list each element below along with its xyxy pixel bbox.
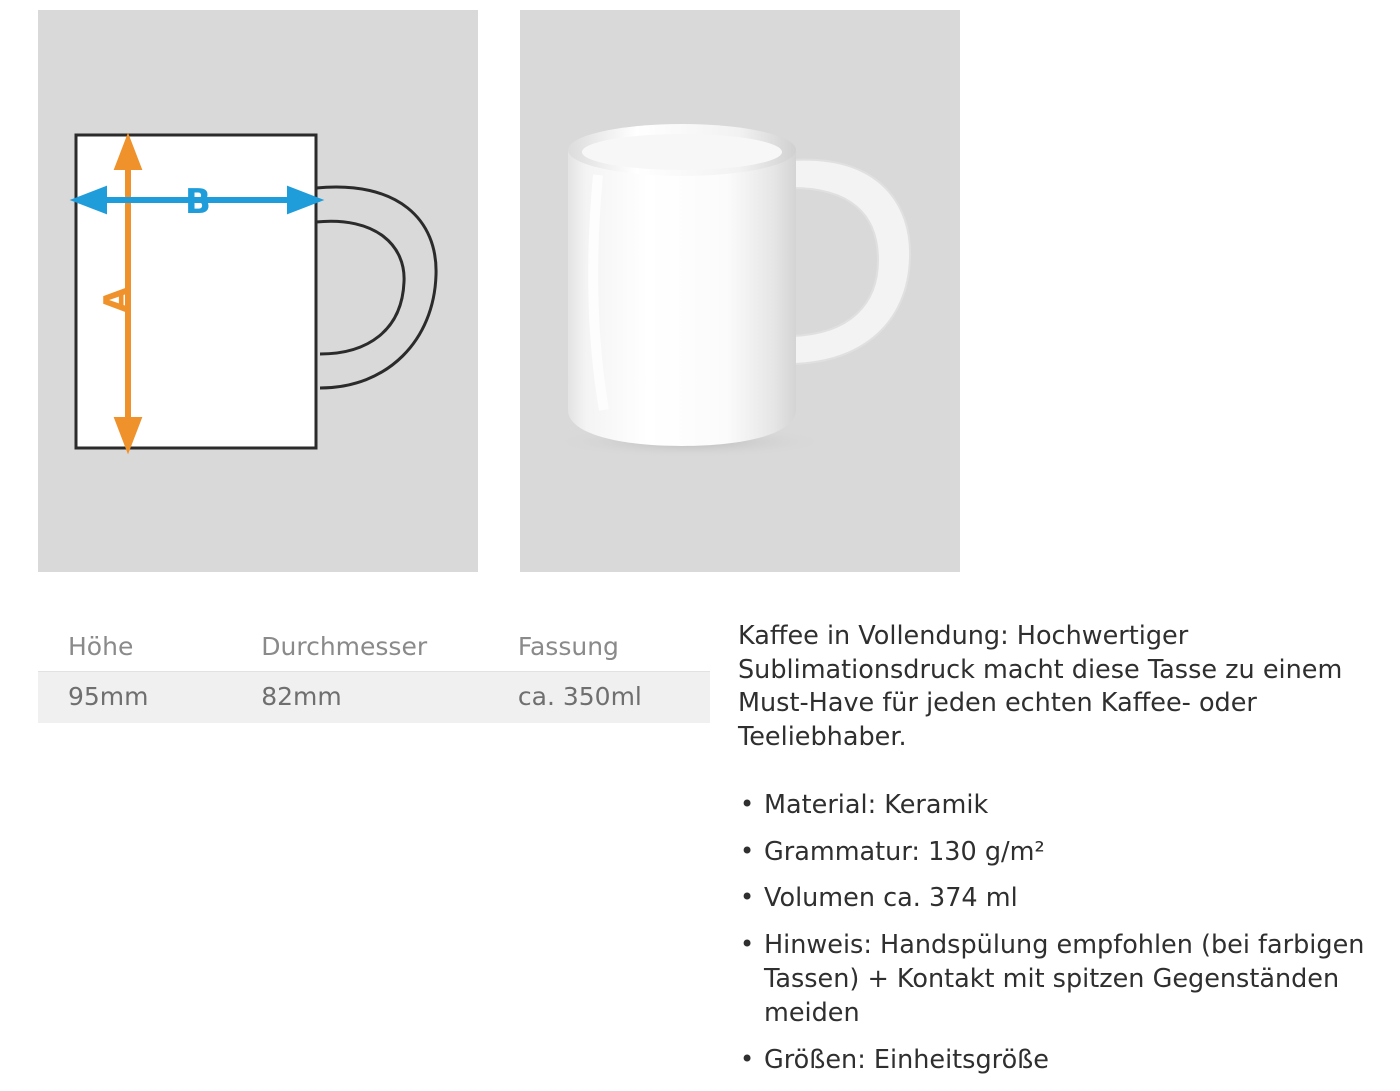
cell-durchmesser: 82mm: [231, 672, 488, 724]
mug-photo-panel: [520, 10, 960, 572]
list-item: • Hinweis: Handspülung empfohlen (bei farbigen Tassen) + Kontakt mit spitzen Gegenständen meiden: [738, 929, 1368, 1031]
list-item: • Größen: Einheitsgröße: [738, 1044, 1368, 1078]
description-intro: Kaffee in Vollendung: Hochwertiger Sublimationsdruck macht diese Tasse zu einem Must-Have für jeden echten Kaffee- oder Teeliebhaber.: [738, 621, 1343, 752]
table-header-row: [38, 624, 710, 672]
dimension-label-width: B: [185, 182, 211, 222]
mug-dimensions-diagram: [38, 10, 478, 572]
mug-dimensions-diagram-panel: [38, 10, 478, 572]
column-header-hoehe: Höhe: [38, 624, 231, 672]
list-item: • Volumen ca. 374 ml: [738, 882, 1368, 916]
product-description: [738, 620, 1368, 1091]
column-header-durchmesser: Durchmesser: [231, 624, 488, 672]
dimensions-table: [38, 624, 710, 723]
table-row: [38, 672, 710, 724]
cell-fassung: ca. 350ml: [488, 672, 710, 724]
list-item: • Grammatur: 130 g/m²: [738, 836, 1368, 870]
list-item: • Material: Keramik: [738, 789, 1368, 823]
description-bullet-list: [738, 789, 1368, 1078]
column-header-fassung: Fassung: [488, 624, 710, 672]
dimension-label-height: A: [97, 286, 137, 314]
mug-photo: [520, 10, 960, 572]
cell-hoehe: 95mm: [38, 672, 231, 724]
